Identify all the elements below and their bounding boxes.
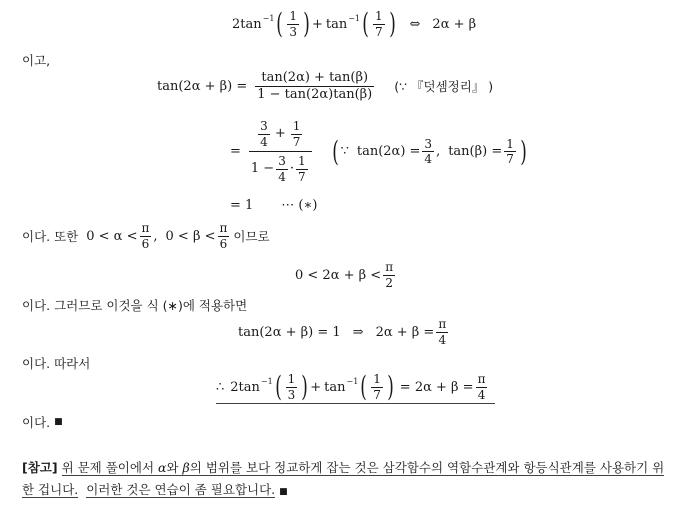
range-line xyxy=(22,222,270,250)
text-therefore: 이므로 xyxy=(233,229,270,245)
condition-tan2a: tan(2α) = xyxy=(356,144,421,160)
star-marker: ⋯ (∗) xyxy=(281,198,318,213)
sum-equals: 2α + β = xyxy=(375,324,435,340)
because-symbol: ∵ xyxy=(340,144,349,160)
iff-symbol: ⇔ xyxy=(409,16,421,32)
lhs-expression: tan(2α + β) = xyxy=(157,78,248,94)
fraction-1-7: $\frac{1}{7}$ xyxy=(506,136,514,167)
fraction-pi-6: $\frac{\pi}{6}$ xyxy=(219,221,228,251)
text-also: 이다. 또한 xyxy=(22,229,79,245)
alpha-range: 0 < α < xyxy=(86,228,138,244)
fraction-1-7: $\frac{1}{7}$ xyxy=(374,9,383,39)
paren-group: ( $\frac{1}{3}$ ) xyxy=(274,370,309,404)
final-answer-line xyxy=(216,370,495,404)
end-square-icon: ■ xyxy=(54,417,63,427)
comma: , xyxy=(153,228,158,244)
rhs-expression: 2α + β xyxy=(432,16,477,32)
fraction-3-4: $\frac{3}{4}$ xyxy=(424,136,433,167)
inverse-superscript: −1 xyxy=(262,13,275,23)
therefore-symbol: ∴ xyxy=(216,379,225,395)
inverse-superscript: −1 xyxy=(346,376,359,386)
tan-equals-one: tan(2α + β) = 1 xyxy=(238,324,341,340)
expr-2tan: 2tan xyxy=(232,16,262,32)
equals-one: = 1 xyxy=(230,198,254,213)
inverse-superscript: −1 xyxy=(260,376,273,386)
paren-group: ( $\frac{1}{7}$ ) xyxy=(362,7,396,41)
plus-sign: + xyxy=(311,16,323,32)
fraction-1-3: $\frac{1}{3}$ xyxy=(287,372,296,402)
paren-group: ( $\frac{1}{3}$ ) xyxy=(276,7,310,41)
text-apply-star: 이다. 그러므로 이것을 식 (∗)에 적용하면 xyxy=(22,298,248,313)
text-thus: 이다. 따라서 xyxy=(22,356,91,371)
plus-sign: + xyxy=(310,379,322,395)
equation-line-addition xyxy=(157,71,493,101)
end-square-icon: ■ xyxy=(279,487,288,497)
text-line-igo: 이고, xyxy=(22,53,51,68)
combined-range: 0 < 2α + β < xyxy=(295,267,382,283)
fraction-1-3: $\frac{1}{3}$ xyxy=(289,9,297,39)
combined-range-line xyxy=(295,261,397,289)
fraction-1-7: $\frac{1}{7}$ xyxy=(373,372,381,402)
expr-2tan: 2tan xyxy=(230,379,260,395)
text-ida: 이다. xyxy=(22,415,51,430)
fraction-pi-6: $\frac{\pi}{6}$ xyxy=(141,221,150,251)
condition-note: ( ∵ tan(2α) = $\frac{3}{4}$ , tan(β) = $\frac{1}{7}$ ) xyxy=(331,134,527,168)
addition-theorem-note: (∵ 『덧셈정리』 ) xyxy=(394,79,494,95)
reference-note xyxy=(22,457,667,503)
implies-arrow: ⇒ xyxy=(352,324,364,340)
fraction-pi-4: $\frac{\pi}{4}$ xyxy=(438,317,447,347)
equals-sign: = xyxy=(230,144,241,160)
beta-range: 0 < β < xyxy=(165,228,216,244)
inverse-superscript: −1 xyxy=(348,13,360,23)
fraction-pi-4: $\frac{\pi}{4}$ xyxy=(477,372,486,402)
note-link-practice[interactable]: 이러한 것은 연습이 좀 필요합니다. xyxy=(86,482,276,497)
expr-tan: tan xyxy=(324,379,346,395)
equation-line-substitution xyxy=(230,120,529,183)
note-tag: [참고] xyxy=(22,460,58,475)
final-equality: = 2α + β = xyxy=(399,379,474,395)
implication-line xyxy=(238,318,450,346)
equation-line-result xyxy=(230,198,317,213)
comma: , xyxy=(436,144,441,160)
expr-tan: tan xyxy=(325,16,348,32)
paren-group: ( $\frac{1}{7}$ ) xyxy=(360,370,394,404)
addition-formula-fraction: $\frac{\tan(2\alpha) + \tan(\beta)}{1 - \tan(2\alpha)\tan(\beta)}$ xyxy=(257,70,373,102)
end-of-proof-line xyxy=(22,413,63,431)
equation-line-1 xyxy=(232,7,477,41)
note-link-range[interactable]: 위 문제 풀이에서 α와 β의 범위를 보다 정교하게 잡는 것은 삼각함수의 역함수관계와 항등식관계를 사용하기 위한 겁니다. xyxy=(22,460,665,497)
condition-tanb: tan(β) = xyxy=(448,144,503,160)
fraction-pi-2: $\frac{\pi}{2}$ xyxy=(385,260,394,290)
compound-fraction: $\frac{3}{4}$ + $\frac{1}{7}$ 1 − $\frac{3}{4}$ · $\frac{1}{7}$ xyxy=(249,120,312,183)
